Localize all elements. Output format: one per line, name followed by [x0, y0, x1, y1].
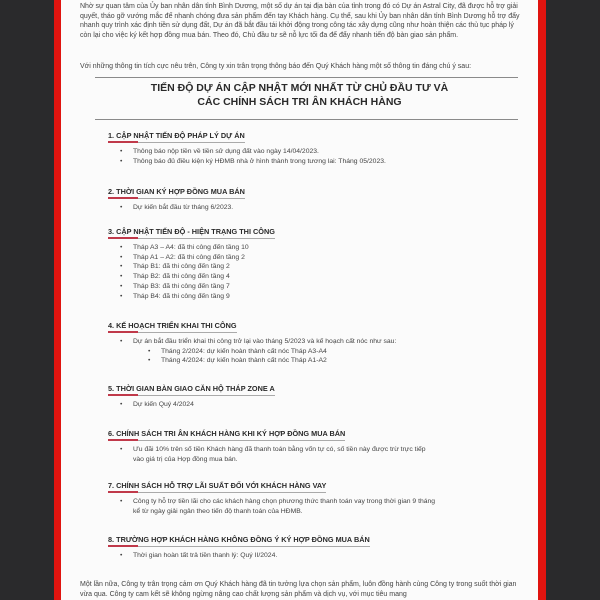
section-4	[108, 315, 508, 366]
sub-list-item: • Tháng 4/2024: dự kiến hoàn thành cất nóc Tháp A1-A2	[108, 356, 508, 366]
list-item: • Thông báo đủ điều kiện ký HĐMB nhà ở hình thành trong tương lai: Tháng 05/2023.	[108, 157, 508, 167]
intro-paragraph-2: Với những thông tin tích cực nêu trên, Công ty xin trân trọng thông báo đến Quý Khách hàng một số thông tin đáng chú ý sau:	[80, 63, 472, 70]
section-heading: 8. TRƯỜNG HỢP KHÁCH HÀNG KHÔNG ĐỒNG Ý KÝ HỢP ĐỒNG MUA BÁN	[108, 535, 370, 547]
list-item: • Tháp A3 – A4: đã thi công đến tầng 10	[108, 243, 508, 253]
document-page	[61, 0, 538, 600]
closing-paragraph: Một lần nữa, Công ty trân trọng cảm ơn Quý Khách hàng đã tin tưởng lựa chọn sản phẩm, luôn đồng hành cùng Công ty trong suốt thời gian vừa qua. Công ty cam kết sẽ không ngừng nâng cao chất lượng sản phẩm và dịch vụ, với mục tiêu mang	[80, 581, 517, 598]
document-title-line-2: CÁC CHÍNH SÁCH TRI ÂN KHÁCH HÀNG	[197, 96, 402, 108]
section-heading: 5. THỜI GIAN BÀN GIAO CĂN HỘ THÁP ZONE A	[108, 384, 275, 396]
list-item: • Tháp B2: đã thi công đến tầng 4	[108, 272, 508, 282]
section-heading: 2. THỜI GIAN KÝ HỢP ĐỒNG MUA BÁN	[108, 187, 245, 199]
section-heading: 7. CHÍNH SÁCH HỖ TRỢ LÃI SUẤT ĐỐI VỚI KHÁCH HÀNG VAY	[108, 481, 326, 493]
divider	[95, 119, 518, 120]
list-item: • Thời gian hoàn tất trả tiền thanh lý: Quý II/2024.	[108, 551, 508, 561]
list-item: • Tháp A1 – A2: đã thi công đến tầng 2	[108, 253, 508, 263]
list-item: • Dự kiến bắt đầu từ tháng 6/2023.	[108, 203, 508, 213]
section-heading: 3. CẬP NHẬT TIẾN ĐỘ - HIỆN TRẠNG THI CÔNG	[108, 227, 275, 239]
section-7	[108, 475, 508, 516]
list-item: • Dự án bắt đầu triển khai thi công trở lại vào tháng 5/2023 và kế hoạch cất nóc như sau:	[108, 337, 508, 347]
list-item: • Dự kiến Quý 4/2024	[108, 400, 508, 410]
document-title-line-1: TIẾN ĐỘ DỰ ÁN CẬP NHẬT MỚI NHẤT TỪ CHỦ ĐẦU TƯ VÀ	[150, 82, 449, 94]
section-5	[108, 378, 508, 410]
list-item: • Tháp B4: đã thi công đến tầng 9	[108, 292, 508, 302]
list-item: • Thông báo nộp tiền về tiền sử dụng đất vào ngày 14/04/2023.	[108, 147, 508, 157]
section-6	[108, 423, 508, 464]
sub-list-item: • Tháng 2/2024: dự kiến hoàn thành cất nóc Tháp A3-A4	[108, 347, 508, 357]
section-2	[108, 181, 508, 213]
list-item: • Tháp B3: đã thi công đến tầng 7	[108, 282, 508, 292]
list-item: • Tháp B1: đã thi công đến tầng 2	[108, 262, 508, 272]
list-item: • Công ty hỗ trợ tiền lãi cho các khách hàng chọn phương thức thanh toán vay trong thời gian 9 tháng kể từ ngày giải ngân theo tiến độ thanh toán của HĐMB.	[108, 497, 438, 516]
intro-paragraph: Nhờ sự quan tâm của Ủy ban nhân dân tỉnh Bình Dương, một số dự án tại địa bàn của tỉnh trong đó có Dự án Astral City, đã được hỗ trợ giải quyết, tháo gỡ vướng mắc để nhanh chóng đưa sản phẩm đến tay Khách hàng. Cụ thể, sau khi Ủy ban nhân dân tỉnh Bình Dương hỗ trợ đẩy nhanh quy trình xác định tiền sử dụng đất, Dự án đã bắt đầu tái khởi động trong công tác xây dựng cũng như hoàn thiện các thủ tục pháp lý còn lại cho việc ký kết hợp đồng mua bán. Theo đó, Chủ đầu tư sẽ nỗ lực tối đa để đẩy nhanh tiến độ bàn giao sản phẩm.	[80, 3, 520, 40]
section-3	[108, 221, 508, 301]
section-heading: 1. CẬP NHẬT TIẾN ĐỘ PHÁP LÝ DỰ ÁN	[108, 131, 245, 143]
section-heading: 4. KẾ HOẠCH TRIỂN KHAI THI CÔNG	[108, 321, 237, 333]
section-heading: 6. CHÍNH SÁCH TRI ÂN KHÁCH HÀNG KHI KÝ HỢP ĐỒNG MUA BÁN	[108, 429, 345, 441]
section-1	[108, 125, 508, 166]
list-item: • Ưu đãi 10% trên số tiền Khách hàng đã thanh toán bằng vốn tự có, số tiền này được trừ trực tiếp vào giá trị của Hợp đồng mua bán.	[108, 445, 438, 464]
divider	[95, 77, 518, 78]
section-8	[108, 529, 508, 561]
